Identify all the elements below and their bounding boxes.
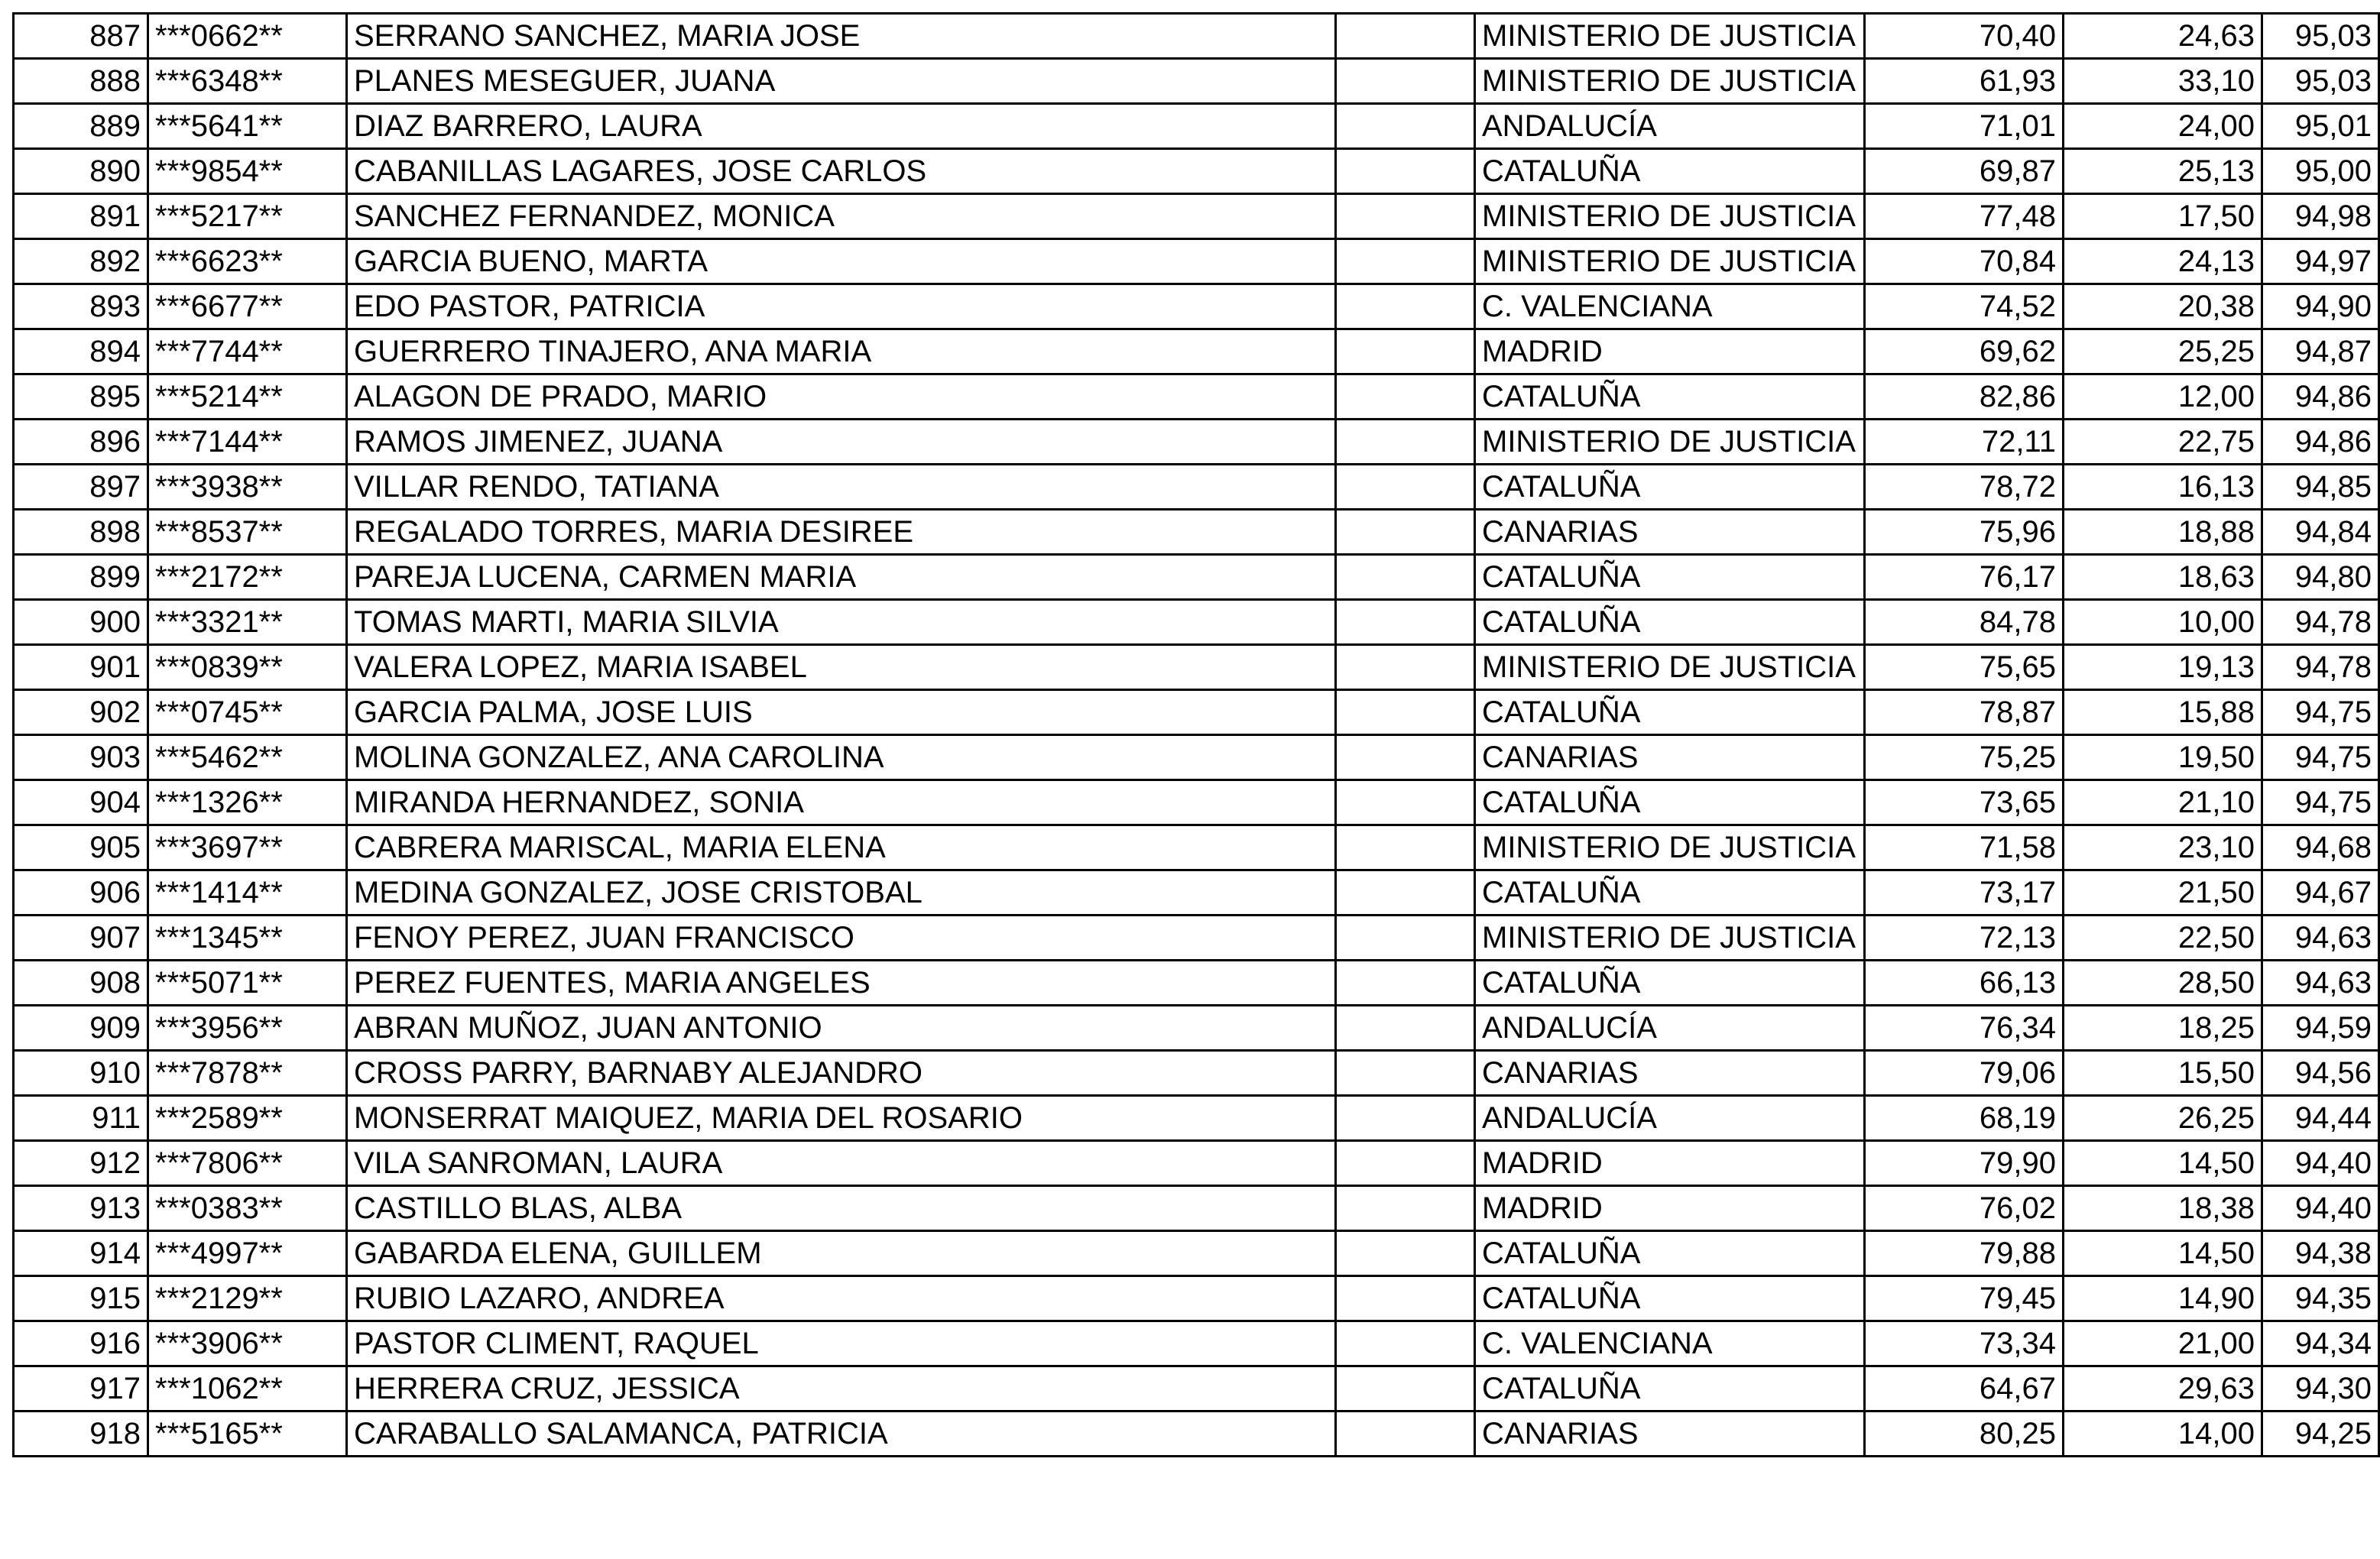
table-row [14, 510, 2379, 555]
score-1-cell: 68,19 [1865, 1096, 2064, 1141]
row-number-cell: 897 [14, 465, 148, 510]
row-number-cell: 904 [14, 780, 148, 825]
row-number-cell: 898 [14, 510, 148, 555]
region-cell: CATALUÑA [1475, 961, 1865, 1006]
score-1-cell: 71,01 [1865, 104, 2064, 149]
region-cell: MADRID [1475, 1141, 1865, 1186]
masked-id-cell: ***3697** [148, 825, 347, 870]
masked-id-cell: ***6677** [148, 284, 347, 329]
masked-id-cell: ***3321** [148, 600, 347, 645]
total-score-cell: 94,40 [2262, 1186, 2379, 1231]
full-name-cell: FENOY PEREZ, JUAN FRANCISCO [347, 916, 1336, 961]
row-number-cell: 914 [14, 1231, 148, 1276]
region-cell: MADRID [1475, 329, 1865, 374]
row-number-cell: 906 [14, 870, 148, 916]
table-row [14, 14, 2379, 59]
total-score-cell: 94,86 [2262, 374, 2379, 420]
full-name-cell: SANCHEZ FERNANDEZ, MONICA [347, 194, 1336, 239]
empty-cell [1336, 59, 1475, 104]
table-row [14, 1412, 2379, 1457]
table-row [14, 1141, 2379, 1186]
score-2-cell: 25,25 [2064, 329, 2262, 374]
score-1-cell: 73,34 [1865, 1321, 2064, 1366]
region-cell: C. VALENCIANA [1475, 1321, 1865, 1366]
masked-id-cell: ***0839** [148, 645, 347, 690]
masked-id-cell: ***3956** [148, 1006, 347, 1051]
score-1-cell: 84,78 [1865, 600, 2064, 645]
region-cell: CATALUÑA [1475, 870, 1865, 916]
total-score-cell: 94,98 [2262, 194, 2379, 239]
empty-cell [1336, 825, 1475, 870]
empty-cell [1336, 555, 1475, 600]
score-1-cell: 76,34 [1865, 1006, 2064, 1051]
masked-id-cell: ***7744** [148, 329, 347, 374]
total-score-cell: 94,44 [2262, 1096, 2379, 1141]
masked-id-cell: ***5071** [148, 961, 347, 1006]
full-name-cell: PAREJA LUCENA, CARMEN MARIA [347, 555, 1336, 600]
full-name-cell: HERRERA CRUZ, JESSICA [347, 1366, 1336, 1412]
empty-cell [1336, 916, 1475, 961]
row-number-cell: 903 [14, 735, 148, 780]
score-2-cell: 29,63 [2064, 1366, 2262, 1412]
row-number-cell: 916 [14, 1321, 148, 1366]
masked-id-cell: ***1345** [148, 916, 347, 961]
score-2-cell: 24,13 [2064, 239, 2262, 284]
full-name-cell: RUBIO LAZARO, ANDREA [347, 1276, 1336, 1321]
total-score-cell: 94,97 [2262, 239, 2379, 284]
table-row [14, 916, 2379, 961]
masked-id-cell: ***2172** [148, 555, 347, 600]
empty-cell [1336, 104, 1475, 149]
masked-id-cell: ***0662** [148, 14, 347, 59]
total-score-cell: 94,67 [2262, 870, 2379, 916]
empty-cell [1336, 645, 1475, 690]
empty-cell [1336, 1141, 1475, 1186]
row-number-cell: 918 [14, 1412, 148, 1457]
table-row [14, 645, 2379, 690]
full-name-cell: GUERRERO TINAJERO, ANA MARIA [347, 329, 1336, 374]
row-number-cell: 888 [14, 59, 148, 104]
row-number-cell: 911 [14, 1096, 148, 1141]
empty-cell [1336, 600, 1475, 645]
table-row [14, 600, 2379, 645]
empty-cell [1336, 690, 1475, 735]
total-score-cell: 94,75 [2262, 735, 2379, 780]
full-name-cell: SERRANO SANCHEZ, MARIA JOSE [347, 14, 1336, 59]
row-number-cell: 899 [14, 555, 148, 600]
score-2-cell: 25,13 [2064, 149, 2262, 194]
score-2-cell: 19,13 [2064, 645, 2262, 690]
full-name-cell: CABRERA MARISCAL, MARIA ELENA [347, 825, 1336, 870]
score-1-cell: 79,88 [1865, 1231, 2064, 1276]
total-score-cell: 94,90 [2262, 284, 2379, 329]
table-row [14, 1231, 2379, 1276]
score-1-cell: 75,65 [1865, 645, 2064, 690]
table-row [14, 1186, 2379, 1231]
full-name-cell: GARCIA PALMA, JOSE LUIS [347, 690, 1336, 735]
table-row [14, 284, 2379, 329]
masked-id-cell: ***3906** [148, 1321, 347, 1366]
region-cell: CATALUÑA [1475, 780, 1865, 825]
masked-id-cell: ***8537** [148, 510, 347, 555]
full-name-cell: VILA SANROMAN, LAURA [347, 1141, 1336, 1186]
masked-id-cell: ***5462** [148, 735, 347, 780]
masked-id-cell: ***7878** [148, 1051, 347, 1096]
total-score-cell: 94,80 [2262, 555, 2379, 600]
empty-cell [1336, 1096, 1475, 1141]
region-cell: MINISTERIO DE JUSTICIA [1475, 239, 1865, 284]
score-2-cell: 18,38 [2064, 1186, 2262, 1231]
score-2-cell: 18,63 [2064, 555, 2262, 600]
total-score-cell: 94,75 [2262, 690, 2379, 735]
masked-id-cell: ***0383** [148, 1186, 347, 1231]
empty-cell [1336, 329, 1475, 374]
score-1-cell: 74,52 [1865, 284, 2064, 329]
score-2-cell: 22,75 [2064, 420, 2262, 465]
row-number-cell: 896 [14, 420, 148, 465]
table-row [14, 239, 2379, 284]
total-score-cell: 94,86 [2262, 420, 2379, 465]
row-number-cell: 893 [14, 284, 148, 329]
score-1-cell: 70,84 [1865, 239, 2064, 284]
total-score-cell: 94,68 [2262, 825, 2379, 870]
full-name-cell: MONSERRAT MAIQUEZ, MARIA DEL ROSARIO [347, 1096, 1336, 1141]
score-2-cell: 24,00 [2064, 104, 2262, 149]
full-name-cell: MOLINA GONZALEZ, ANA CAROLINA [347, 735, 1336, 780]
table-row [14, 1051, 2379, 1096]
empty-cell [1336, 284, 1475, 329]
score-1-cell: 79,45 [1865, 1276, 2064, 1321]
score-2-cell: 10,00 [2064, 600, 2262, 645]
full-name-cell: VILLAR RENDO, TATIANA [347, 465, 1336, 510]
score-1-cell: 75,96 [1865, 510, 2064, 555]
row-number-cell: 909 [14, 1006, 148, 1051]
row-number-cell: 907 [14, 916, 148, 961]
total-score-cell: 94,78 [2262, 600, 2379, 645]
score-2-cell: 19,50 [2064, 735, 2262, 780]
row-number-cell: 910 [14, 1051, 148, 1096]
score-2-cell: 21,00 [2064, 1321, 2262, 1366]
region-cell: ANDALUCÍA [1475, 104, 1865, 149]
region-cell: CATALUÑA [1475, 1231, 1865, 1276]
table-row [14, 59, 2379, 104]
full-name-cell: RAMOS JIMENEZ, JUANA [347, 420, 1336, 465]
region-cell: MINISTERIO DE JUSTICIA [1475, 194, 1865, 239]
region-cell: CANARIAS [1475, 735, 1865, 780]
score-2-cell: 20,38 [2064, 284, 2262, 329]
score-1-cell: 69,62 [1865, 329, 2064, 374]
empty-cell [1336, 239, 1475, 284]
score-2-cell: 17,50 [2064, 194, 2262, 239]
empty-cell [1336, 194, 1475, 239]
total-score-cell: 94,30 [2262, 1366, 2379, 1412]
row-number-cell: 887 [14, 14, 148, 59]
total-score-cell: 94,35 [2262, 1276, 2379, 1321]
empty-cell [1336, 510, 1475, 555]
total-score-cell: 94,87 [2262, 329, 2379, 374]
region-cell: CATALUÑA [1475, 1366, 1865, 1412]
total-score-cell: 95,03 [2262, 59, 2379, 104]
score-2-cell: 15,50 [2064, 1051, 2262, 1096]
row-number-cell: 892 [14, 239, 148, 284]
masked-id-cell: ***2589** [148, 1096, 347, 1141]
score-1-cell: 72,11 [1865, 420, 2064, 465]
score-2-cell: 28,50 [2064, 961, 2262, 1006]
region-cell: MINISTERIO DE JUSTICIA [1475, 420, 1865, 465]
masked-id-cell: ***7144** [148, 420, 347, 465]
score-1-cell: 73,65 [1865, 780, 2064, 825]
region-cell: ANDALUCÍA [1475, 1006, 1865, 1051]
table-row [14, 149, 2379, 194]
score-2-cell: 21,10 [2064, 780, 2262, 825]
region-cell: MINISTERIO DE JUSTICIA [1475, 916, 1865, 961]
empty-cell [1336, 1412, 1475, 1457]
table-row [14, 104, 2379, 149]
table-row [14, 420, 2379, 465]
full-name-cell: TOMAS MARTI, MARIA SILVIA [347, 600, 1336, 645]
full-name-cell: PASTOR CLIMENT, RAQUEL [347, 1321, 1336, 1366]
row-number-cell: 908 [14, 961, 148, 1006]
score-1-cell: 76,02 [1865, 1186, 2064, 1231]
total-score-cell: 94,34 [2262, 1321, 2379, 1366]
table-row [14, 1096, 2379, 1141]
table-row [14, 870, 2379, 916]
score-1-cell: 79,06 [1865, 1051, 2064, 1096]
table-row [14, 329, 2379, 374]
score-1-cell: 78,72 [1865, 465, 2064, 510]
table-row [14, 194, 2379, 239]
score-2-cell: 15,88 [2064, 690, 2262, 735]
full-name-cell: PLANES MESEGUER, JUANA [347, 59, 1336, 104]
empty-cell [1336, 465, 1475, 510]
score-1-cell: 75,25 [1865, 735, 2064, 780]
score-1-cell: 64,67 [1865, 1366, 2064, 1412]
region-cell: CATALUÑA [1475, 555, 1865, 600]
full-name-cell: VALERA LOPEZ, MARIA ISABEL [347, 645, 1336, 690]
full-name-cell: ABRAN MUÑOZ, JUAN ANTONIO [347, 1006, 1336, 1051]
row-number-cell: 912 [14, 1141, 148, 1186]
empty-cell [1336, 1186, 1475, 1231]
region-cell: MINISTERIO DE JUSTICIA [1475, 59, 1865, 104]
score-2-cell: 18,88 [2064, 510, 2262, 555]
full-name-cell: GABARDA ELENA, GUILLEM [347, 1231, 1336, 1276]
score-2-cell: 21,50 [2064, 870, 2262, 916]
score-2-cell: 26,25 [2064, 1096, 2262, 1141]
score-1-cell: 76,17 [1865, 555, 2064, 600]
full-name-cell: MEDINA GONZALEZ, JOSE CRISTOBAL [347, 870, 1336, 916]
region-cell: CANARIAS [1475, 1051, 1865, 1096]
region-cell: CANARIAS [1475, 510, 1865, 555]
score-2-cell: 33,10 [2064, 59, 2262, 104]
full-name-cell: CROSS PARRY, BARNABY ALEJANDRO [347, 1051, 1336, 1096]
score-1-cell: 61,93 [1865, 59, 2064, 104]
row-number-cell: 915 [14, 1276, 148, 1321]
empty-cell [1336, 374, 1475, 420]
results-table-body [14, 14, 2379, 1457]
masked-id-cell: ***7806** [148, 1141, 347, 1186]
total-score-cell: 94,25 [2262, 1412, 2379, 1457]
empty-cell [1336, 735, 1475, 780]
region-cell: CATALUÑA [1475, 374, 1865, 420]
row-number-cell: 905 [14, 825, 148, 870]
score-2-cell: 14,50 [2064, 1231, 2262, 1276]
full-name-cell: GARCIA BUENO, MARTA [347, 239, 1336, 284]
row-number-cell: 889 [14, 104, 148, 149]
full-name-cell: CASTILLO BLAS, ALBA [347, 1186, 1336, 1231]
row-number-cell: 890 [14, 149, 148, 194]
masked-id-cell: ***5214** [148, 374, 347, 420]
total-score-cell: 95,03 [2262, 14, 2379, 59]
region-cell: MADRID [1475, 1186, 1865, 1231]
table-row [14, 465, 2379, 510]
region-cell: MINISTERIO DE JUSTICIA [1475, 825, 1865, 870]
score-2-cell: 24,63 [2064, 14, 2262, 59]
empty-cell [1336, 780, 1475, 825]
masked-id-cell: ***1414** [148, 870, 347, 916]
full-name-cell: CARABALLO SALAMANCA, PATRICIA [347, 1412, 1336, 1457]
region-cell: CATALUÑA [1475, 690, 1865, 735]
region-cell: CATALUÑA [1475, 149, 1865, 194]
table-row [14, 780, 2379, 825]
table-row [14, 374, 2379, 420]
region-cell: ANDALUCÍA [1475, 1096, 1865, 1141]
score-2-cell: 14,90 [2064, 1276, 2262, 1321]
table-row [14, 555, 2379, 600]
total-score-cell: 95,01 [2262, 104, 2379, 149]
region-cell: CATALUÑA [1475, 600, 1865, 645]
score-1-cell: 70,40 [1865, 14, 2064, 59]
region-cell: MINISTERIO DE JUSTICIA [1475, 645, 1865, 690]
row-number-cell: 901 [14, 645, 148, 690]
total-score-cell: 94,40 [2262, 1141, 2379, 1186]
row-number-cell: 917 [14, 1366, 148, 1412]
masked-id-cell: ***1326** [148, 780, 347, 825]
empty-cell [1336, 1366, 1475, 1412]
total-score-cell: 94,84 [2262, 510, 2379, 555]
region-cell: CANARIAS [1475, 1412, 1865, 1457]
score-1-cell: 77,48 [1865, 194, 2064, 239]
masked-id-cell: ***2129** [148, 1276, 347, 1321]
score-1-cell: 71,58 [1865, 825, 2064, 870]
score-2-cell: 12,00 [2064, 374, 2262, 420]
score-1-cell: 82,86 [1865, 374, 2064, 420]
table-row [14, 961, 2379, 1006]
total-score-cell: 94,85 [2262, 465, 2379, 510]
full-name-cell: EDO PASTOR, PATRICIA [347, 284, 1336, 329]
masked-id-cell: ***0745** [148, 690, 347, 735]
full-name-cell: CABANILLAS LAGARES, JOSE CARLOS [347, 149, 1336, 194]
masked-id-cell: ***1062** [148, 1366, 347, 1412]
score-2-cell: 14,50 [2064, 1141, 2262, 1186]
empty-cell [1336, 1231, 1475, 1276]
masked-id-cell: ***6348** [148, 59, 347, 104]
results-table [12, 12, 2380, 1457]
total-score-cell: 94,63 [2262, 961, 2379, 1006]
masked-id-cell: ***5165** [148, 1412, 347, 1457]
empty-cell [1336, 1321, 1475, 1366]
empty-cell [1336, 149, 1475, 194]
region-cell: MINISTERIO DE JUSTICIA [1475, 14, 1865, 59]
score-2-cell: 18,25 [2064, 1006, 2262, 1051]
empty-cell [1336, 1006, 1475, 1051]
row-number-cell: 895 [14, 374, 148, 420]
table-row [14, 1006, 2379, 1051]
score-1-cell: 78,87 [1865, 690, 2064, 735]
empty-cell [1336, 870, 1475, 916]
table-row [14, 690, 2379, 735]
total-score-cell: 94,56 [2262, 1051, 2379, 1096]
score-2-cell: 16,13 [2064, 465, 2262, 510]
score-1-cell: 73,17 [1865, 870, 2064, 916]
table-row [14, 1276, 2379, 1321]
total-score-cell: 95,00 [2262, 149, 2379, 194]
score-1-cell: 66,13 [1865, 961, 2064, 1006]
score-1-cell: 80,25 [1865, 1412, 2064, 1457]
masked-id-cell: ***6623** [148, 239, 347, 284]
row-number-cell: 891 [14, 194, 148, 239]
score-2-cell: 14,00 [2064, 1412, 2262, 1457]
total-score-cell: 94,75 [2262, 780, 2379, 825]
table-row [14, 1366, 2379, 1412]
total-score-cell: 94,78 [2262, 645, 2379, 690]
score-2-cell: 23,10 [2064, 825, 2262, 870]
masked-id-cell: ***9854** [148, 149, 347, 194]
row-number-cell: 894 [14, 329, 148, 374]
table-row [14, 735, 2379, 780]
table-row [14, 1321, 2379, 1366]
region-cell: C. VALENCIANA [1475, 284, 1865, 329]
full-name-cell: REGALADO TORRES, MARIA DESIREE [347, 510, 1336, 555]
region-cell: CATALUÑA [1475, 1276, 1865, 1321]
score-1-cell: 79,90 [1865, 1141, 2064, 1186]
score-1-cell: 72,13 [1865, 916, 2064, 961]
masked-id-cell: ***5641** [148, 104, 347, 149]
masked-id-cell: ***4997** [148, 1231, 347, 1276]
empty-cell [1336, 14, 1475, 59]
row-number-cell: 913 [14, 1186, 148, 1231]
masked-id-cell: ***3938** [148, 465, 347, 510]
empty-cell [1336, 1276, 1475, 1321]
total-score-cell: 94,63 [2262, 916, 2379, 961]
empty-cell [1336, 420, 1475, 465]
score-1-cell: 69,87 [1865, 149, 2064, 194]
masked-id-cell: ***5217** [148, 194, 347, 239]
table-row [14, 825, 2379, 870]
total-score-cell: 94,59 [2262, 1006, 2379, 1051]
full-name-cell: PEREZ FUENTES, MARIA ANGELES [347, 961, 1336, 1006]
full-name-cell: DIAZ BARRERO, LAURA [347, 104, 1336, 149]
row-number-cell: 900 [14, 600, 148, 645]
empty-cell [1336, 1051, 1475, 1096]
empty-cell [1336, 961, 1475, 1006]
score-2-cell: 22,50 [2064, 916, 2262, 961]
full-name-cell: MIRANDA HERNANDEZ, SONIA [347, 780, 1336, 825]
total-score-cell: 94,38 [2262, 1231, 2379, 1276]
row-number-cell: 902 [14, 690, 148, 735]
full-name-cell: ALAGON DE PRADO, MARIO [347, 374, 1336, 420]
region-cell: CATALUÑA [1475, 465, 1865, 510]
